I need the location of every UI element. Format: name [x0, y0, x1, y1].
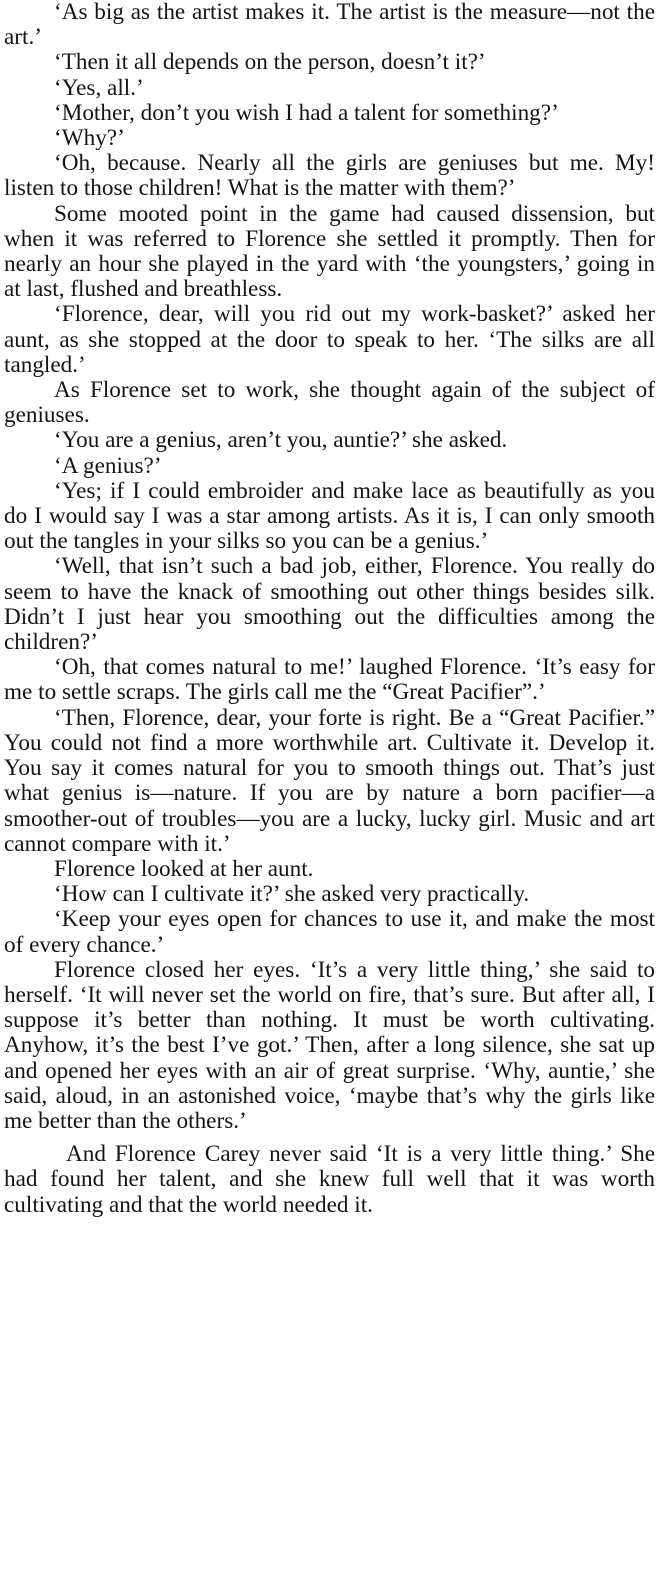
paragraph-3: ‘Yes, all.’ — [54, 74, 144, 101]
paragraph-11: ‘A genius?’ — [54, 452, 162, 479]
paragraph-19: Florence closed her eyes. ‘It’s a very little thing,’ she said to herself. ‘It will never set the world on fire, that’s sure. But after all, I suppose it’s better than nothing. It must be worth cultivating. Anyhow, it’s the best I’ve got.’ Then, after a long silence, she sat up and opened her eyes with an air of great surprise. ‘Why, auntie,’ she said, aloud, in an astonished voice, ‘maybe that’s why the girls like me better than the others.’ — [4, 956, 655, 1134]
paragraph-16: Florence looked at her aunt. — [54, 855, 314, 882]
paragraph-8: ‘Florence, dear, will you rid out my work-basket?’ asked her aunt, as she stopped at the door to speak to her. ‘The silks are all tangled.’ — [4, 301, 655, 378]
paragraph-6: ‘Oh, because. Nearly all the girls are geniuses but me. My! listen to those children! What is the matter with them?’ — [4, 150, 655, 202]
story-page — [4, 0, 655, 1218]
paragraph-2: ‘Then it all depends on the person, doesn’t it?’ — [54, 49, 486, 76]
paragraph-20: And Florence Carey never said ‘It is a very little thing.’ She had found her talent, and she knew full well that it was worth cultivating and that the world needed it. — [4, 1141, 655, 1218]
paragraph-15: ‘Then, Florence, dear, your forte is right. Be a “Great Pacifier.” You could not find a more worthwhile art. Cultivate it. Develop it. You say it comes natural for you to smooth things out. That’s just what genius is—nature. If you are by nature a born pacifier—a smoother-out of troubles—you are a lucky, lucky girl. Music and art cannot compare with it.’ — [4, 704, 655, 857]
paragraph-10: ‘You are a genius, aren’t you, auntie?’ she asked. — [54, 427, 508, 454]
paragraph-7: Some mooted point in the game had caused dissension, but when it was referred to Florence she settled it promptly. Then for nearly an hour she played in the yard with ‘the youngsters,’ going in at last, flushed and breathless. — [4, 200, 655, 303]
paragraph-5: ‘Why?’ — [54, 125, 125, 152]
paragraph-13: ‘Well, that isn’t such a bad job, either, Florence. You really do seem to have the knack of smoothing out other things besides silk. Didn’t I just hear you smoothing out the difficulties among the children?’ — [4, 553, 655, 656]
paragraph-12: ‘Yes; if I could embroider and make lace as beautifully as you do I would say I was a star among artists. As it is, I can only smooth out the tangles in your silks so you can be a genius.’ — [4, 477, 655, 555]
paragraph-4: ‘Mother, don’t you wish I had a talent for something?’ — [54, 99, 559, 126]
paragraph-17: ‘How can I cultivate it?’ she asked very practically. — [54, 881, 530, 908]
paragraph-9: As Florence set to work, she thought again of the subject of geniuses. — [4, 377, 655, 429]
paragraph-1: ‘As big as the artist makes it. The artist is the measure—not the art.’ — [4, 0, 655, 51]
paragraph-14: ‘Oh, that comes natural to me!’ laughed Florence. ‘It’s easy for me to settle scraps. The girls call me the “Great Pacifier”.’ — [4, 654, 655, 706]
paragraph-18: ‘Keep your eyes open for chances to use it, and make the most of every chance.’ — [4, 906, 655, 958]
